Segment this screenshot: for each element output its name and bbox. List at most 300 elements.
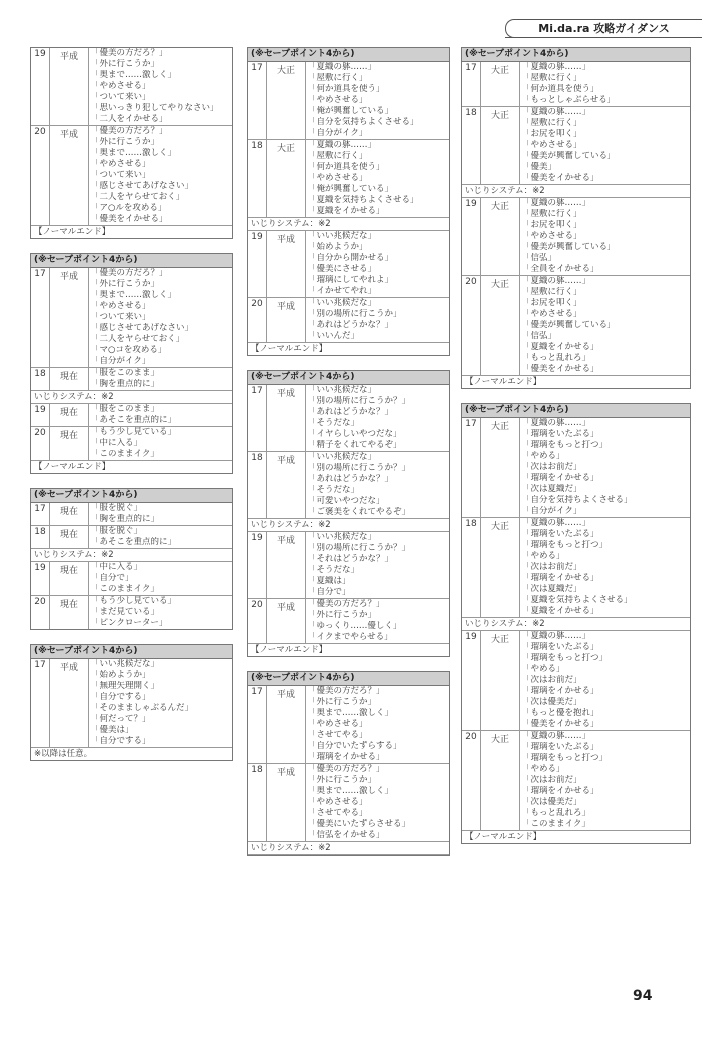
choice-line: 「次は夏織だ」 xyxy=(522,584,582,594)
choice-line: 「やめる」 xyxy=(522,764,565,774)
route-block xyxy=(247,671,450,856)
choice-line: 「いい兆候だな」 xyxy=(308,452,377,462)
entry-era: 平成 xyxy=(266,532,305,598)
choice-list xyxy=(305,231,449,297)
choice-list xyxy=(88,126,232,225)
choice-line: 「お尻を叩く」 xyxy=(522,220,582,230)
page-number: 94 xyxy=(633,988,653,1004)
choice-line: 「優美が興奮している」 xyxy=(522,242,616,252)
entry-number: 19 xyxy=(34,49,46,59)
choice-entry xyxy=(462,518,690,618)
choice-line: 「外に行こうか」 xyxy=(91,279,160,289)
choice-line: 「させてやる」 xyxy=(308,730,368,740)
block-title: (※セーブポイント4から) xyxy=(248,672,449,686)
route-block xyxy=(461,403,691,844)
entry-number: 20 xyxy=(251,299,263,309)
entry-era: 平成 xyxy=(266,599,305,643)
choice-entry xyxy=(31,427,232,461)
choice-line: 「やめさせる」 xyxy=(308,797,368,807)
choice-list xyxy=(88,562,232,595)
choice-line: 「全員をイかせる」 xyxy=(522,264,599,274)
column-1 xyxy=(30,47,233,775)
route-block xyxy=(247,370,450,657)
entry-era: 平成 xyxy=(266,764,305,841)
choice-line: 「瑠璃をいたぶる」 xyxy=(522,429,599,439)
choice-line: 「優美の方だろ？」 xyxy=(91,126,168,136)
choice-line: 「瑠璃をイかせる」 xyxy=(308,752,385,762)
choice-entry xyxy=(31,526,232,549)
entry-number: 20 xyxy=(34,127,46,137)
choice-list xyxy=(88,404,232,426)
choice-line: 「お尻を叩く」 xyxy=(522,129,582,139)
choice-line: 「夏織は」 xyxy=(308,576,351,586)
choice-line: 「中に入る」 xyxy=(91,438,143,448)
choice-line: 「夏織を気持ちよくさせる」 xyxy=(308,195,419,205)
choice-line: 「夏織の躰……」 xyxy=(522,418,591,428)
choice-entry xyxy=(248,385,449,452)
choice-line: 「別の場所に行こうか」 xyxy=(308,309,402,319)
choice-entry xyxy=(462,107,690,185)
choice-line: 「信弘をイかせる」 xyxy=(308,830,385,840)
choice-line: 「何だって？」 xyxy=(91,714,151,724)
choice-entry xyxy=(462,62,690,107)
choice-line: 「胸を重点的に」 xyxy=(91,379,160,389)
choice-line: 「俺が興奮している」 xyxy=(308,184,394,194)
entry-number: 20 xyxy=(34,597,46,607)
choice-line: 「ピンクローター」 xyxy=(91,618,168,628)
choice-line: 「外に行こうか」 xyxy=(308,775,377,785)
entry-number: 18 xyxy=(251,453,263,463)
choice-line: 「そうだな」 xyxy=(308,418,360,428)
choice-list xyxy=(305,452,449,518)
choice-line: 「信弘」 xyxy=(522,331,557,341)
choice-line: 「優美が興奮している」 xyxy=(522,320,616,330)
block-title: (※セーブポイント4から) xyxy=(31,489,232,503)
choice-entry xyxy=(248,140,449,218)
choice-line: 「外に行こうか」 xyxy=(308,610,377,620)
choice-line: 「優美をイかせる」 xyxy=(522,364,599,374)
choice-line: 「二人をイかせる」 xyxy=(91,114,168,124)
choice-line: 「やめさせる」 xyxy=(522,140,582,150)
choice-list xyxy=(519,62,690,106)
choice-list xyxy=(88,368,232,390)
route-block xyxy=(30,644,233,761)
choice-line: 「服をこのまま」 xyxy=(91,368,160,378)
choice-line: 「やめさせる」 xyxy=(522,231,582,241)
choice-line: 「それはどうかな？」 xyxy=(308,554,394,564)
choice-line: 「次は夏織だ」 xyxy=(522,484,582,494)
entry-era: 平成 xyxy=(266,231,305,297)
choice-line: 「まだ見ている」 xyxy=(91,607,160,617)
footnote: ※以降は任意。 xyxy=(34,749,93,759)
choice-line: 「やめさせる」 xyxy=(91,81,151,91)
choice-line: 「夏織をイかせる」 xyxy=(308,206,385,216)
choice-entry xyxy=(31,404,232,427)
choice-line: 「瑠璃をいたぶる」 xyxy=(522,642,599,652)
entry-era: 大正 xyxy=(480,731,519,830)
choice-line: 「感じさせてあげなさい」 xyxy=(91,323,194,333)
choice-line: 「優美の方だろ？」 xyxy=(91,268,168,278)
choice-entry xyxy=(31,659,232,748)
choice-line: 「屋敷に行く」 xyxy=(308,151,368,161)
system-note: いじりシステム：※2 xyxy=(248,519,449,532)
header-rule xyxy=(505,37,702,38)
entry-number: 20 xyxy=(34,428,46,438)
choice-entry xyxy=(31,562,232,596)
entry-number: 18 xyxy=(251,765,263,775)
choice-list xyxy=(305,599,449,643)
entry-number: 17 xyxy=(34,504,46,514)
route-block xyxy=(30,253,233,474)
choice-entry xyxy=(248,686,449,764)
choice-line: 「瑠璃をいたぶる」 xyxy=(522,529,599,539)
choice-list xyxy=(88,596,232,629)
choice-line: 「優美にいたずらさせる」 xyxy=(308,819,411,829)
choice-line: 「二人をヤらせておく」 xyxy=(91,192,185,202)
choice-line: 「瑠璃をもっと打つ」 xyxy=(522,440,608,450)
entry-number: 18 xyxy=(34,369,46,379)
choice-line: 「もっとしゃぶらせる」 xyxy=(522,95,616,105)
choice-line: 「自分がイク」 xyxy=(91,356,151,366)
choice-line: 「奥まで……激しく」 xyxy=(91,148,177,158)
choice-line: 「やめる」 xyxy=(522,451,565,461)
entry-era: 現在 xyxy=(49,503,88,525)
entry-era: 平成 xyxy=(266,298,305,342)
choice-line: 「奥まで……激しく」 xyxy=(308,786,394,796)
choice-list xyxy=(519,276,690,375)
system-note: いじりシステム：※2 xyxy=(31,549,232,562)
choice-line: 「瑠璃をイかせる」 xyxy=(522,686,599,696)
choice-line: 「もっと乱れろ」 xyxy=(522,808,591,818)
choice-line: 「精子をくれてやるぞ」 xyxy=(308,440,402,450)
choice-entry xyxy=(31,268,232,368)
choice-entry xyxy=(248,298,449,343)
choice-line: 「屋敷に行く」 xyxy=(522,73,582,83)
choice-list xyxy=(305,298,449,342)
choice-list xyxy=(88,268,232,367)
choice-line: 「あれはどうかな？」 xyxy=(308,474,394,484)
choice-line: 「イヤらしいやつだな」 xyxy=(308,429,402,439)
entry-number: 17 xyxy=(251,386,263,396)
choice-line: 「夏織の躰……」 xyxy=(308,62,377,72)
entry-number: 19 xyxy=(251,232,263,242)
choice-line: 「外に行こうか」 xyxy=(91,59,160,69)
choice-line: 「やめさせる」 xyxy=(91,159,151,169)
choice-line: 「別の場所に行こうか？」 xyxy=(308,396,411,406)
choice-line: 「自分でいたずらする」 xyxy=(308,741,402,751)
entry-era: 大正 xyxy=(266,62,305,139)
choice-line: 「そうだな」 xyxy=(308,565,360,575)
entry-era: 平成 xyxy=(49,268,88,367)
choice-line: 「ア○ルを攻める」 xyxy=(91,203,167,213)
system-note: いじりシステム：※2 xyxy=(248,842,449,855)
choice-line: 「あそこを重点的に」 xyxy=(91,415,177,425)
choice-line: 「夏織をイかせる」 xyxy=(522,342,599,352)
choice-line: 「優美が興奮している」 xyxy=(522,151,616,161)
block-title: (※セーブポイント4から) xyxy=(462,404,690,418)
block-title: (※セーブポイント4から) xyxy=(31,645,232,659)
choice-line: 「思いっきり犯してやりなさい」 xyxy=(91,103,219,113)
choice-entry xyxy=(248,62,449,140)
choice-line: 「やめさせる」 xyxy=(91,301,151,311)
choice-line: 「優美の方だろ？」 xyxy=(308,686,385,696)
choice-list xyxy=(88,48,232,125)
entry-number: 17 xyxy=(251,687,263,697)
entry-era: 大正 xyxy=(480,276,519,375)
choice-line: 「お尻を叩く」 xyxy=(522,298,582,308)
choice-line: 「あそこを重点的に」 xyxy=(91,537,177,547)
entry-number: 18 xyxy=(34,527,46,537)
choice-entry xyxy=(248,231,449,298)
route-block xyxy=(30,47,233,239)
column-3 xyxy=(461,47,691,858)
choice-line: 「夏織の躰……」 xyxy=(522,518,591,528)
choice-line: 「ついて来い」 xyxy=(91,170,151,180)
choice-list xyxy=(519,107,690,184)
choice-line: 「やめさせる」 xyxy=(522,309,582,319)
choice-line: 「優美をイかせる」 xyxy=(522,719,599,729)
entry-era: 平成 xyxy=(49,48,88,125)
choice-line: 「奥まで……激しく」 xyxy=(91,290,177,300)
choice-list xyxy=(305,62,449,139)
choice-line: 「服を脱ぐ」 xyxy=(91,503,143,513)
choice-entry xyxy=(248,532,449,599)
choice-entry xyxy=(31,48,232,126)
choice-line: 「瑠璃にしてやれよ」 xyxy=(308,275,394,285)
choice-line: 「優美にさせる」 xyxy=(308,264,377,274)
entry-number: 19 xyxy=(465,199,477,209)
entry-number: 18 xyxy=(465,519,477,529)
choice-list xyxy=(519,518,690,617)
choice-line: 「ついて来い」 xyxy=(91,92,151,102)
choice-line: 「夏織の躰……」 xyxy=(308,140,377,150)
choice-entry xyxy=(462,631,690,731)
choice-line: 「もっと乱れろ」 xyxy=(522,353,591,363)
entry-number: 20 xyxy=(465,277,477,287)
entry-number: 20 xyxy=(465,732,477,742)
choice-line: 「もう少し見ている」 xyxy=(91,596,177,606)
choice-line: 「もっと優を抱れ」 xyxy=(522,708,599,718)
choice-line: 「いい兆候だな」 xyxy=(308,298,377,308)
choice-line: 「始めようか」 xyxy=(308,242,368,252)
choice-line: 「あれはどうかな？」 xyxy=(308,320,394,330)
entry-era: 現在 xyxy=(49,596,88,629)
choice-entry xyxy=(462,276,690,376)
choice-entry xyxy=(31,503,232,526)
entry-number: 19 xyxy=(34,405,46,415)
choice-entry xyxy=(31,126,232,226)
entry-era: 現在 xyxy=(49,526,88,548)
column-2 xyxy=(247,47,450,870)
choice-line: 「俺が興奮している」 xyxy=(308,106,394,116)
route-block xyxy=(461,47,691,389)
choice-line: 「いい兆候だな」 xyxy=(308,385,377,395)
choice-line: 「やめさせる」 xyxy=(308,95,368,105)
choice-line: 「何か道具を使う」 xyxy=(308,162,385,172)
entry-number: 17 xyxy=(251,63,263,73)
choice-line: 「夏織の躰……」 xyxy=(522,198,591,208)
choice-line: 「奥まで……激しく」 xyxy=(91,70,177,80)
choice-line: 「夏織をイかせる」 xyxy=(522,606,599,616)
choice-line: 「瑠璃をもっと打つ」 xyxy=(522,653,608,663)
entry-number: 17 xyxy=(34,660,46,670)
choice-line: 「胸を重点的に」 xyxy=(91,514,160,524)
choice-line: 「イかせてやれ」 xyxy=(308,286,377,296)
choice-list xyxy=(305,532,449,598)
choice-line: 「瑠璃をいたぶる」 xyxy=(522,742,599,752)
choice-line: 「自分から開かせる」 xyxy=(308,253,394,263)
choice-line: 「無理矢理開く」 xyxy=(91,681,160,691)
choice-line: 「マ○コを攻める」 xyxy=(91,345,167,355)
ending-label: 【ノーマルエンド】 xyxy=(465,832,542,842)
system-note: いじりシステム：※2 xyxy=(31,391,232,404)
choice-list xyxy=(519,418,690,517)
entry-number: 19 xyxy=(465,632,477,642)
entry-era: 現在 xyxy=(49,427,88,460)
choice-list xyxy=(519,631,690,730)
choice-line: 「瑠璃をイかせる」 xyxy=(522,786,599,796)
choice-line: 「いい兆候だな」 xyxy=(308,532,377,542)
block-title: (※セーブポイント4から) xyxy=(248,371,449,385)
system-note: いじりシステム：※2 xyxy=(462,618,690,631)
choice-entry xyxy=(462,418,690,518)
ending-label: 【ノーマルエンド】 xyxy=(34,227,111,237)
choice-line: 「屋敷に行く」 xyxy=(522,209,582,219)
choice-line: 「奥まで……激しく」 xyxy=(308,708,394,718)
block-title: (※セーブポイント4から) xyxy=(462,48,690,62)
choice-line: 「何か道具を使う」 xyxy=(522,84,599,94)
choice-line: 「優美」 xyxy=(522,162,557,172)
choice-line: 「やめる」 xyxy=(522,664,565,674)
choice-line: 「瑠璃をイかせる」 xyxy=(522,573,599,583)
system-note: いじりシステム：※2 xyxy=(462,185,690,198)
choice-line: 「優美の方だろ？」 xyxy=(91,48,168,58)
entry-number: 17 xyxy=(34,269,46,279)
choice-line: 「次はお前だ」 xyxy=(522,775,582,785)
choice-line: 「もう少し見ている」 xyxy=(91,427,177,437)
choice-line: 「させてやる」 xyxy=(308,808,368,818)
entry-number: 19 xyxy=(251,533,263,543)
choice-line: 「外に行こうか」 xyxy=(308,697,377,707)
choice-line: 「あれはどうかな？」 xyxy=(308,407,394,417)
choice-line: 「次は優美だ」 xyxy=(522,697,582,707)
choice-list xyxy=(88,503,232,525)
entry-era: 平成 xyxy=(49,126,88,225)
choice-line: 「夏織の躰……」 xyxy=(522,631,591,641)
entry-era: 現在 xyxy=(49,368,88,390)
choice-line: 「可愛いやつだな」 xyxy=(308,496,385,506)
entry-number: 20 xyxy=(251,600,263,610)
entry-era: 平成 xyxy=(266,452,305,518)
ending-label: 【ノーマルエンド】 xyxy=(465,377,542,387)
entry-era: 大正 xyxy=(480,62,519,106)
choice-line: 「自分を気持ちよくさせる」 xyxy=(522,495,633,505)
choice-line: 「イクまでやらせる」 xyxy=(308,632,393,642)
choice-list xyxy=(305,140,449,217)
choice-line: 「次はお前だ」 xyxy=(522,562,582,572)
choice-line: 「やめさせる」 xyxy=(308,173,368,183)
choice-line: 「瑠璃をもっと打つ」 xyxy=(522,540,608,550)
entry-era: 大正 xyxy=(480,418,519,517)
choice-line: 「服をこのまま」 xyxy=(91,404,160,414)
choice-entry xyxy=(248,599,449,644)
entry-era: 大正 xyxy=(480,518,519,617)
choice-line: 「優美をイかせる」 xyxy=(91,214,168,224)
choice-list xyxy=(305,764,449,841)
entry-number: 17 xyxy=(465,63,477,73)
choice-line: 「そのまましゃぶるんだ」 xyxy=(91,703,194,713)
choice-line: 「別の場所に行こうか？」 xyxy=(308,543,411,553)
choice-line: 「自分で」 xyxy=(91,573,134,583)
choice-line: 「中に入る」 xyxy=(91,562,143,572)
route-block xyxy=(247,47,450,356)
choice-line: 「外に行こうか」 xyxy=(91,137,160,147)
choice-line: 「自分がイク」 xyxy=(522,506,582,516)
choice-list xyxy=(305,385,449,451)
entry-era: 現在 xyxy=(49,562,88,595)
choice-line: 「やめる」 xyxy=(522,551,565,561)
choice-line: 「次はお前だ」 xyxy=(522,462,582,472)
choice-line: 「いいんだ」 xyxy=(308,331,360,341)
page-header-title: Mi.da.ra 攻略ガイダンス xyxy=(505,19,702,38)
choice-line: 「やめさせる」 xyxy=(308,719,368,729)
choice-list xyxy=(305,686,449,763)
choice-list xyxy=(88,427,232,460)
choice-list xyxy=(519,731,690,830)
choice-line: 「このままイク」 xyxy=(91,449,159,459)
choice-line: 「信弘」 xyxy=(522,253,557,263)
ending-label: 【ノーマルエンド】 xyxy=(34,462,111,472)
choice-line: 「次はお前だ」 xyxy=(522,675,582,685)
route-block xyxy=(30,488,233,630)
choice-line: 「夏織の躰……」 xyxy=(522,731,591,741)
choice-line: 「夏織を気持ちよくさせる」 xyxy=(522,595,633,605)
choice-line: 「自分でする」 xyxy=(91,736,151,746)
choice-line: 「感じさせてあげなさい」 xyxy=(91,181,194,191)
entry-era: 平成 xyxy=(266,385,305,451)
choice-line: 「二人をヤらせておく」 xyxy=(91,334,185,344)
choice-line: 「夏織の躰……」 xyxy=(522,276,591,286)
block-title: (※セーブポイント4から) xyxy=(248,48,449,62)
choice-line: 「別の場所に行こうか？」 xyxy=(308,463,411,473)
choice-line: 「夏織の躰……」 xyxy=(522,107,591,117)
choice-line: 「優美の方だろ？」 xyxy=(308,599,385,609)
choice-line: 「自分で」 xyxy=(308,587,351,597)
entry-era: 大正 xyxy=(480,198,519,275)
choice-line: 「夏織の躰……」 xyxy=(522,62,591,72)
choice-line: 「瑠璃をイかせる」 xyxy=(522,473,599,483)
choice-line: 「自分を気持ちよくさせる」 xyxy=(308,117,419,127)
choice-line: 「屋敷に行く」 xyxy=(522,118,582,128)
choice-line: 「そうだな」 xyxy=(308,485,360,495)
block-title: (※セーブポイント4から) xyxy=(31,254,232,268)
entry-number: 18 xyxy=(465,108,477,118)
choice-line: 「ご褒美をくれてやるぞ」 xyxy=(308,507,411,517)
choice-line: 「優美をイかせる」 xyxy=(522,173,599,183)
choice-line: 「何か道具を使う」 xyxy=(308,84,385,94)
choice-entry xyxy=(31,368,232,391)
choice-list xyxy=(519,198,690,275)
choice-line: 「いい兆候だな」 xyxy=(308,231,377,241)
entry-number: 19 xyxy=(34,563,46,573)
entry-era: 大正 xyxy=(480,107,519,184)
choice-line: 「始めようか」 xyxy=(91,670,151,680)
choice-line: 「このままイク」 xyxy=(91,584,159,594)
entry-era: 大正 xyxy=(266,140,305,217)
ending-label: 【ノーマルエンド】 xyxy=(251,344,328,354)
choice-line: 「優美の方だろ？」 xyxy=(308,764,385,774)
choice-entry xyxy=(248,452,449,519)
